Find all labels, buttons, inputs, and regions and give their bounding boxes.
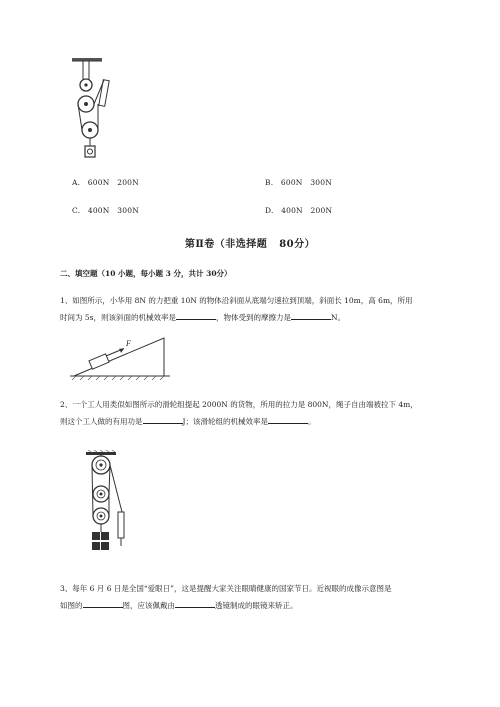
option-c[interactable] <box>72 206 139 215</box>
option-a-letter: A. <box>72 178 81 187</box>
q3-text-c: 透镜制成的眼镜来矫正。 <box>215 601 298 610</box>
option-b[interactable] <box>265 178 332 187</box>
part-title: 二、填空题（10 小题，每小题 3 分，共计 30分） <box>60 269 232 278</box>
incline-figure <box>66 334 176 382</box>
q2-blank-useful-work[interactable] <box>143 414 183 424</box>
option-b-text: 600N 300N <box>280 178 332 187</box>
q1-text-a: 时间为 5s，则该斜面的机械效率是 <box>60 313 177 322</box>
option-a-text: 600N 200N <box>87 178 139 187</box>
q1-line-2 <box>60 309 470 326</box>
option-c-text: 400N 300N <box>87 206 139 215</box>
q2-text-a: 则这个工人做的有用功是 <box>60 417 143 426</box>
section-title: 第Ⅱ卷（非选择题 80分） <box>184 239 316 250</box>
q1-line-1: 1、如图所示，小华用 8N 的力把重 10N 的物体沿斜面从底端匀速拉到顶端，斜面长 10m，高 6m，所用 <box>60 296 413 305</box>
q3-blank-lens[interactable] <box>175 598 215 608</box>
option-c-letter: C. <box>72 206 81 215</box>
q2-text-b: J；该滑轮组的机械效率是 <box>182 417 269 426</box>
q2-line-2 <box>60 413 470 430</box>
force-label: F <box>126 339 131 348</box>
q3-blank-figure[interactable] <box>83 598 123 608</box>
q2-line-1: 2、一个工人用类似如图所示的滑轮组提起 2000N 的货物，所用的拉力是 800N，绳子自由端被拉下 4m， <box>60 400 418 409</box>
pulley-block-figure <box>82 450 132 558</box>
q1-blank-friction[interactable] <box>291 310 331 320</box>
question-2 <box>60 396 470 430</box>
question-3 <box>60 580 470 614</box>
option-b-letter: B. <box>265 178 274 187</box>
pulley-figure-top <box>68 56 118 162</box>
q3-line-2 <box>60 597 470 614</box>
option-d[interactable] <box>265 206 332 215</box>
q1-text-c: N。 <box>331 313 346 322</box>
question-1 <box>60 292 470 326</box>
q1-blank-efficiency[interactable] <box>176 310 216 320</box>
q3-text-a: 如图的 <box>60 601 83 610</box>
q2-text-c: 。 <box>308 417 316 426</box>
q2-blank-efficiency[interactable] <box>268 414 308 424</box>
q3-line-1: 3、每年 6 月 6 日是全国“爱眼日”，这是提醒大家关注眼睛健康的国家节日。近视眼的成像示意图是 <box>60 584 392 593</box>
q3-text-b: 图，应该佩戴由 <box>122 601 175 610</box>
option-d-text: 400N 200N <box>281 206 333 215</box>
option-a[interactable] <box>72 178 139 187</box>
option-d-letter: D. <box>265 206 274 215</box>
q1-text-b: ，物体受到的摩擦力是 <box>216 313 292 322</box>
